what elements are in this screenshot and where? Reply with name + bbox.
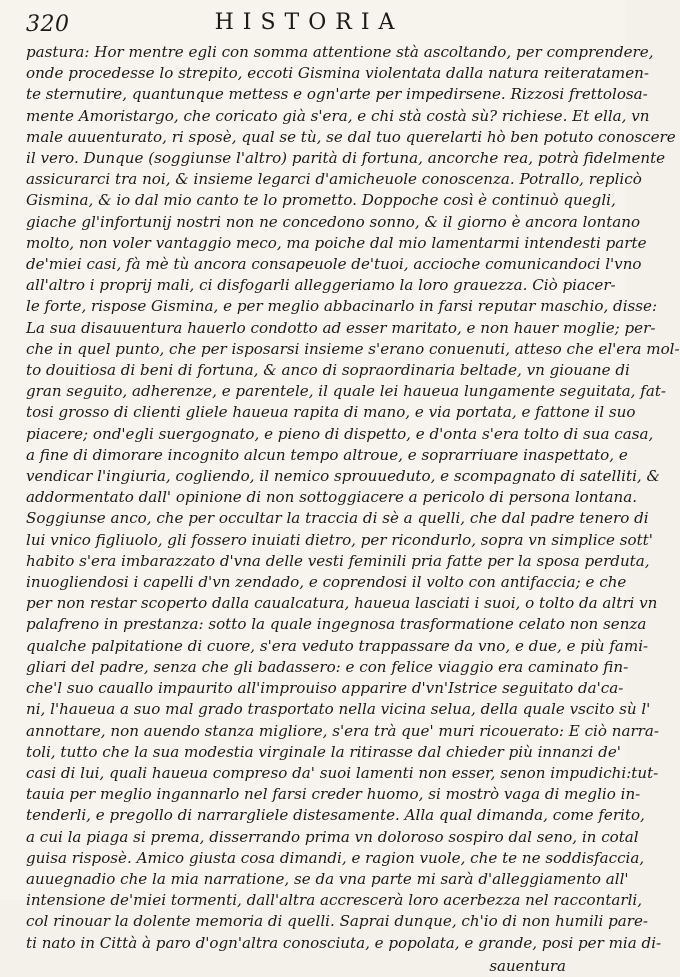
text-line: onde procedesse lo strepito, eccoti Gismina violentata dalla natura reiteratamen- — [26, 64, 649, 83]
text-line: giache gl'infortunij nostri non ne concedono sonno, & il giorno è ancora lontano — [26, 212, 641, 231]
text-line: a fine di dimorare incognito alcun tempo altroue, e soprarriuare inaspettato, e — [26, 445, 628, 464]
text-line: vendicar l'ingiuria, cogliendo, il nemico sprouueduto, e scompagnato di satelliti, & — [26, 467, 660, 486]
text-line: to douitiosa di beni di fortuna, & anco di sopraordinaria beltade, vn giouane di — [26, 361, 630, 380]
text-line: La sua disauuentura hauerlo condotto ad esser maritato, e non hauer moglie; per- — [26, 318, 656, 337]
text-line: le forte, rispose Gismina, e per meglio abbacinarlo in farsi reputar maschio, disse: — [26, 297, 658, 316]
text-line: mente Amoristargo, che coricato già s'era, e chi stà costà sù? richiese. Et ella, vn — [26, 106, 650, 125]
text-line: tenderli, e pregollo di narrargliele distesamente. Alla qual dimanda, come ferito, — [26, 806, 645, 825]
text-line: addormentato dall' opinione di non sottoggiacere a pericolo di persona lontana. — [26, 488, 638, 507]
text-line: intensione de'miei tormenti, dall'altra accrescerà loro acerbezza nel raccontarli, — [26, 891, 643, 910]
text-line: lui vnico figliuolo, gli fossero inuiati dietro, per ricondurlo, sopra vn simplice sott' — [26, 530, 653, 549]
text-line: te sternutire, quantunque mettess e ogn'arte per impedirsene. Rizzosi frettolosa- — [26, 85, 648, 104]
text-line: casi di lui, quali haueua compreso da' suoi lamenti non esser, senon impudichi:tut- — [26, 763, 659, 782]
page-header — [26, 10, 592, 36]
text-line: toli, tutto che la sua modestia virginale la ritirasse dal chieder più innanzi de' — [26, 742, 621, 761]
text-line: a cui la piaga si prema, disserrando prima vn doloroso sospiro dal seno, in cotal — [26, 827, 639, 846]
text-line: col rinouar la dolente memoria di quelli. Saprai dunque, ch'io di non humili pare- — [26, 912, 649, 931]
text-line: assicurarci tra noi, & insieme legarci d'amicheuole conoscenza. Potrallo, replicò — [26, 170, 642, 189]
text-line: habito s'era imbarazzato d'vna delle vesti feminili pria fatte per la sposa perduta, — [26, 551, 650, 570]
text-line: de'miei casi, fà mè tù ancora consapeuole de'tuoi, accioche comunicandoci l'vno — [26, 255, 642, 274]
text-line: annottare, non auendo stanza migliore, s'era trà que' muri ricouerato: E ciò narra- — [26, 721, 659, 740]
running-head: HISTORIA — [214, 10, 404, 35]
text-line: Gismina, & io dal mio canto te lo prometto. Doppoche così è continuò quegli, — [26, 191, 616, 210]
text-line: guisa risposè. Amico giusta cosa dimandi, e ragion vuole, che te ne soddisfaccia, — [26, 848, 645, 867]
text-line: che in quel punto, che per isposarsi insieme s'erano conuenuti, atteso che el'era mol- — [26, 339, 680, 358]
text-line: tosi grosso di clienti gliele haueua rapita di mano, e via portata, e fattone il suo — [26, 403, 636, 422]
page-number: 320 — [26, 12, 70, 37]
text-line: che'l suo cauallo impaurito all'improuiso apparire d'vn'Istrice seguitato da'ca- — [26, 679, 624, 698]
text-line: ti nato in Città à paro d'ogn'altra conosciuta, e popolata, e grande, posi per mia di- — [26, 933, 662, 952]
text-line: ni, l'haueua a suo mal grado trasportato nella vicina selua, della quale vscito sù l' — [26, 700, 651, 719]
text-line: molto, non voler vantaggio meco, ma poiche dal mio lamentarmi intendesti parte — [26, 233, 647, 252]
body-text — [26, 42, 680, 954]
text-line: qualche palpitatione di cuore, s'era veduto trappassare da vno, e due, e più fami- — [26, 636, 649, 655]
catchword: sauentura — [489, 956, 566, 975]
text-line: per non restar scoperto dalla caualcatura, haueua lasciati i suoi, o tolto da altri vn — [26, 594, 658, 613]
text-line: tauia per meglio ingannarlo nel farsi creder huomo, si mostrò vaga di meglio in- — [26, 785, 641, 804]
text-line: auuegnadio che la mia narratione, se da vna parte mi sarà d'alleggiamento all' — [26, 869, 629, 888]
text-line: piacere; ond'egli suergognato, e pieno di dispetto, e d'onta s'era tolto di sua casa, — [26, 424, 654, 443]
text-line: pastura: Hor mentre egli con somma attentione stà ascoltando, per comprendere, — [26, 43, 654, 61]
text-line: gliari del padre, senza che gli badassero: e con felice viaggio era caminato fin- — [26, 657, 629, 676]
text-line: palafreno in prestanza: sotto la quale ingegnosa trasformatione celato non senza — [26, 615, 647, 634]
text-line: all'altro i proprij mali, ci disfogarli alleggeriamo la loro grauezza. Ciò piacer- — [26, 276, 616, 295]
text-line: il vero. Dunque (soggiunse l'altro) parità di fortuna, ancorche rea, potrà fidelmente — [26, 149, 666, 168]
text-line: inuogliendosi i capelli d'vn zendado, e coprendosi il volto con antifaccia; e che — [26, 573, 627, 592]
text-line: gran seguito, adherenze, e parentele, il quale lei haueua lungamente seguitata, fat- — [26, 382, 667, 401]
text-line: male auuenturato, ri sposè, qual se tù, se dal tuo querelarti hò ben potuto conoscere — [26, 127, 676, 146]
text-line: Soggiunse anco, che per occultar la traccia di sè a quelli, che dal padre tenero di — [26, 509, 649, 528]
